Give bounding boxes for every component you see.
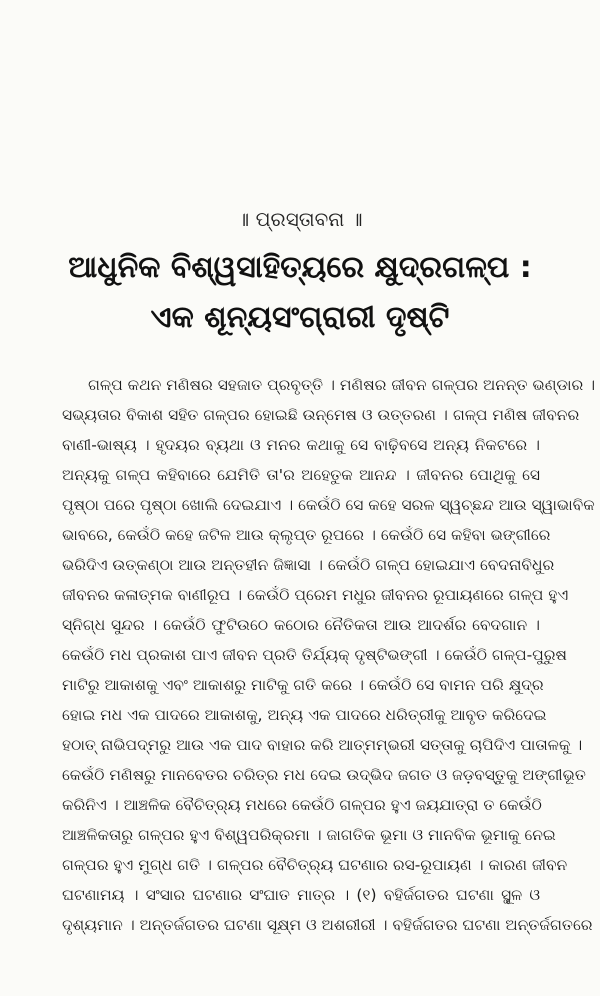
body-line: ଭାବରେ, କେଉଁଠି କହେ ଜଟିଳ ଆଉ କ୍ଲୃପ୍ତ ରୂପରେ । କେଉଁଠି ସେ କହିବା ଭଙ୍ଗୀରେ [62, 526, 551, 544]
chapter-title-line-1: ଆଧୁନିକ ବିଶ୍ୱସାହିତ୍ୟରେ କ୍ଷୁଦ୍ରଗଳ୍ପ : [68, 250, 532, 285]
body-text [62, 370, 596, 940]
body-line: କରିନିଏ । ଆଞ୍ଚଳିକ ବୈଚିତ୍ର୍ୟ ମଧରେ କେଉଁଠି ଗଳ୍ପର ହୁଏ ଜୟଯାତ୍ରା ତ କେଉଁଠି [62, 796, 542, 814]
body-line: ଜୀବନର କଳାତ୍ମକ ବାଣୀରୂପ । କେଉଁଠି ପ୍ରେମ ମଧୁର ଜୀବନର ରୂପାୟଣରେ ଗଳ୍ପ ହୁଏ [62, 586, 569, 604]
body-line: ଦୃଶ୍ୟମାନ । ଅନ୍ତର୍ଜଗତର ଘଟଣା ସୂକ୍ଷ୍ମ ଓ ଅଶରୀରୀ । ବହିର୍ଜଗତର ଘଟଣା ଅନ୍ତର୍ଜଗତରେ [62, 916, 593, 934]
body-line: କେଉଁଠି ମଣିଷରୁ ମାନବେତର ଚରିତ୍ର ମଧ ଦେଇ ଉଦ୍ଭିଦ ଜଗତ ଓ ଜଡ଼ବସ୍ତୁକୁ ଅଙ୍ଗୀଭୂତ [62, 766, 586, 784]
body-line: ସ୍ନିଗ୍ଧ ସୁନ୍ଦର । କେଉଁଠି ଫୁଟିଉଠେ କଠୋର ନୈତିକତା ଆଉ ଆଦର୍ଶର ବେଦଗାନ । [62, 616, 540, 634]
body-line: କେଉଁଠି ମଧ ପ୍ରକାଶ ପାଏ ଜୀବନ ପ୍ରତି ତିର୍ଯ୍ୟକ୍ ଦୃଷ୍ଟିଭଙ୍ଗୀ । କେଉଁଠି ଗଳ୍ପ-ପୁରୁଷ [62, 646, 567, 664]
body-line: ସଭ୍ୟତାର ବିକାଶ ସହିତ ଗଳ୍ପର ହୋଇଛି ଉନ୍ମେଷ ଓ ଉତ୍ତରଣ । ଗଳ୍ପ ମଣିଷ ଜୀବନର [62, 406, 580, 424]
section-label: ॥ ପ୍ରସ୍ତାବନା ॥ [237, 207, 363, 231]
body-line: ଗଳ୍ପର ହୁଏ ମୁଗ୍ଧ ଗତି । ଗଳ୍ପର ବୈଚିତ୍ର୍ୟ ଘଟଣାର ରସ-ରୂପାୟଣ । କାରଣ ଜୀବନ [62, 856, 568, 874]
body-line: ପୃଷ୍ଠା ପରେ ପୃଷ୍ଠା ଖୋଲି ଦେଇଯାଏ । କେଉଁଠି ସେ କହେ ସରଳ ସ୍ୱଚ୍ଛନ୍ଦ ଆଉ ସ୍ୱାଭାବିକ [62, 496, 595, 514]
body-line: ଆଞ୍ଚଳିକତାରୁ ଗଳ୍ପର ହୁଏ ବିଶ୍ୱପରିକ୍ରମା । ଜାଗତିକ ଭୂମା ଓ ମାନବିକ ଭୂମାକୁ ନେଇ [62, 826, 556, 844]
body-line: ଗଳ୍ପ କଥନ ମଣିଷର ସହଜାତ ପ୍ରବୃତ୍ତି । ମଣିଷର ଜୀବନ ଗଳ୍ପର ଅନନ୍ତ ଭଣ୍ଡାର । [88, 376, 596, 394]
body-line: ଘଟଣାମୟ । ସଂସାର ଘଟଣାର ସଂଘାତ ମାତ୍ର । (୧) ବହିର୍ଜଗତର ଘଟଣା ସ୍ଥୂଳ ଓ [62, 886, 540, 904]
body-line: ମାଟିରୁ ଆକାଶକୁ ଏବଂ ଆକାଶରୁ ମାଟିକୁ ଗତି କରେ । କେଉଁଠି ସେ ବାମନ ପରି କ୍ଷୁଦ୍ର [62, 676, 544, 694]
body-line: ଭରିଦିଏ ଉତ୍କଣ୍ଠା ଆଉ ଅନ୍ତହୀନ ଜିଜ୍ଞାସା । କେଉଁଠି ଗଳ୍ପ ହୋଇଯାଏ ବେଦନାବିଧୁର [62, 556, 555, 574]
chapter-title-line-2: ଏକ ଶୂନ୍ୟସଂଗ୍ରାରୀ ଦୃଷ୍ଟି [150, 300, 450, 335]
body-line: ବାଣୀ-ଭାଷ୍ୟ । ହୃଦୟର ବ୍ୟଥା ଓ ମନର କଥାକୁ ସେ ବାଢ଼ିବସେ ଅନ୍ୟ ନିକଟରେ । [62, 436, 540, 454]
body-line: ହଠାତ୍ ନାଭିପଦ୍ମରୁ ଆଉ ଏକ ପାଦ ବାହାର କରି ଆତ୍ମମ୍ଭରୀ ସତ୍ତାକୁ ଚାପିଦିଏ ପାତାଳକୁ । [62, 736, 583, 754]
body-line: ଅନ୍ୟକୁ ଗଳ୍ପ କହିବାରେ ଯେମିତି ତା'ର ଅହେତୁକ ଆନନ୍ଦ । ଜୀବନର ପୋଥିକୁ ସେ [62, 466, 540, 484]
body-line: ହୋଇ ମଧ ଏକ ପାଦରେ ଆକାଶକୁ, ଅନ୍ୟ ଏକ ପାଦରେ ଧରିତ୍ରୀକୁ ଆବୃତ କରିଦେଇ [62, 706, 547, 724]
